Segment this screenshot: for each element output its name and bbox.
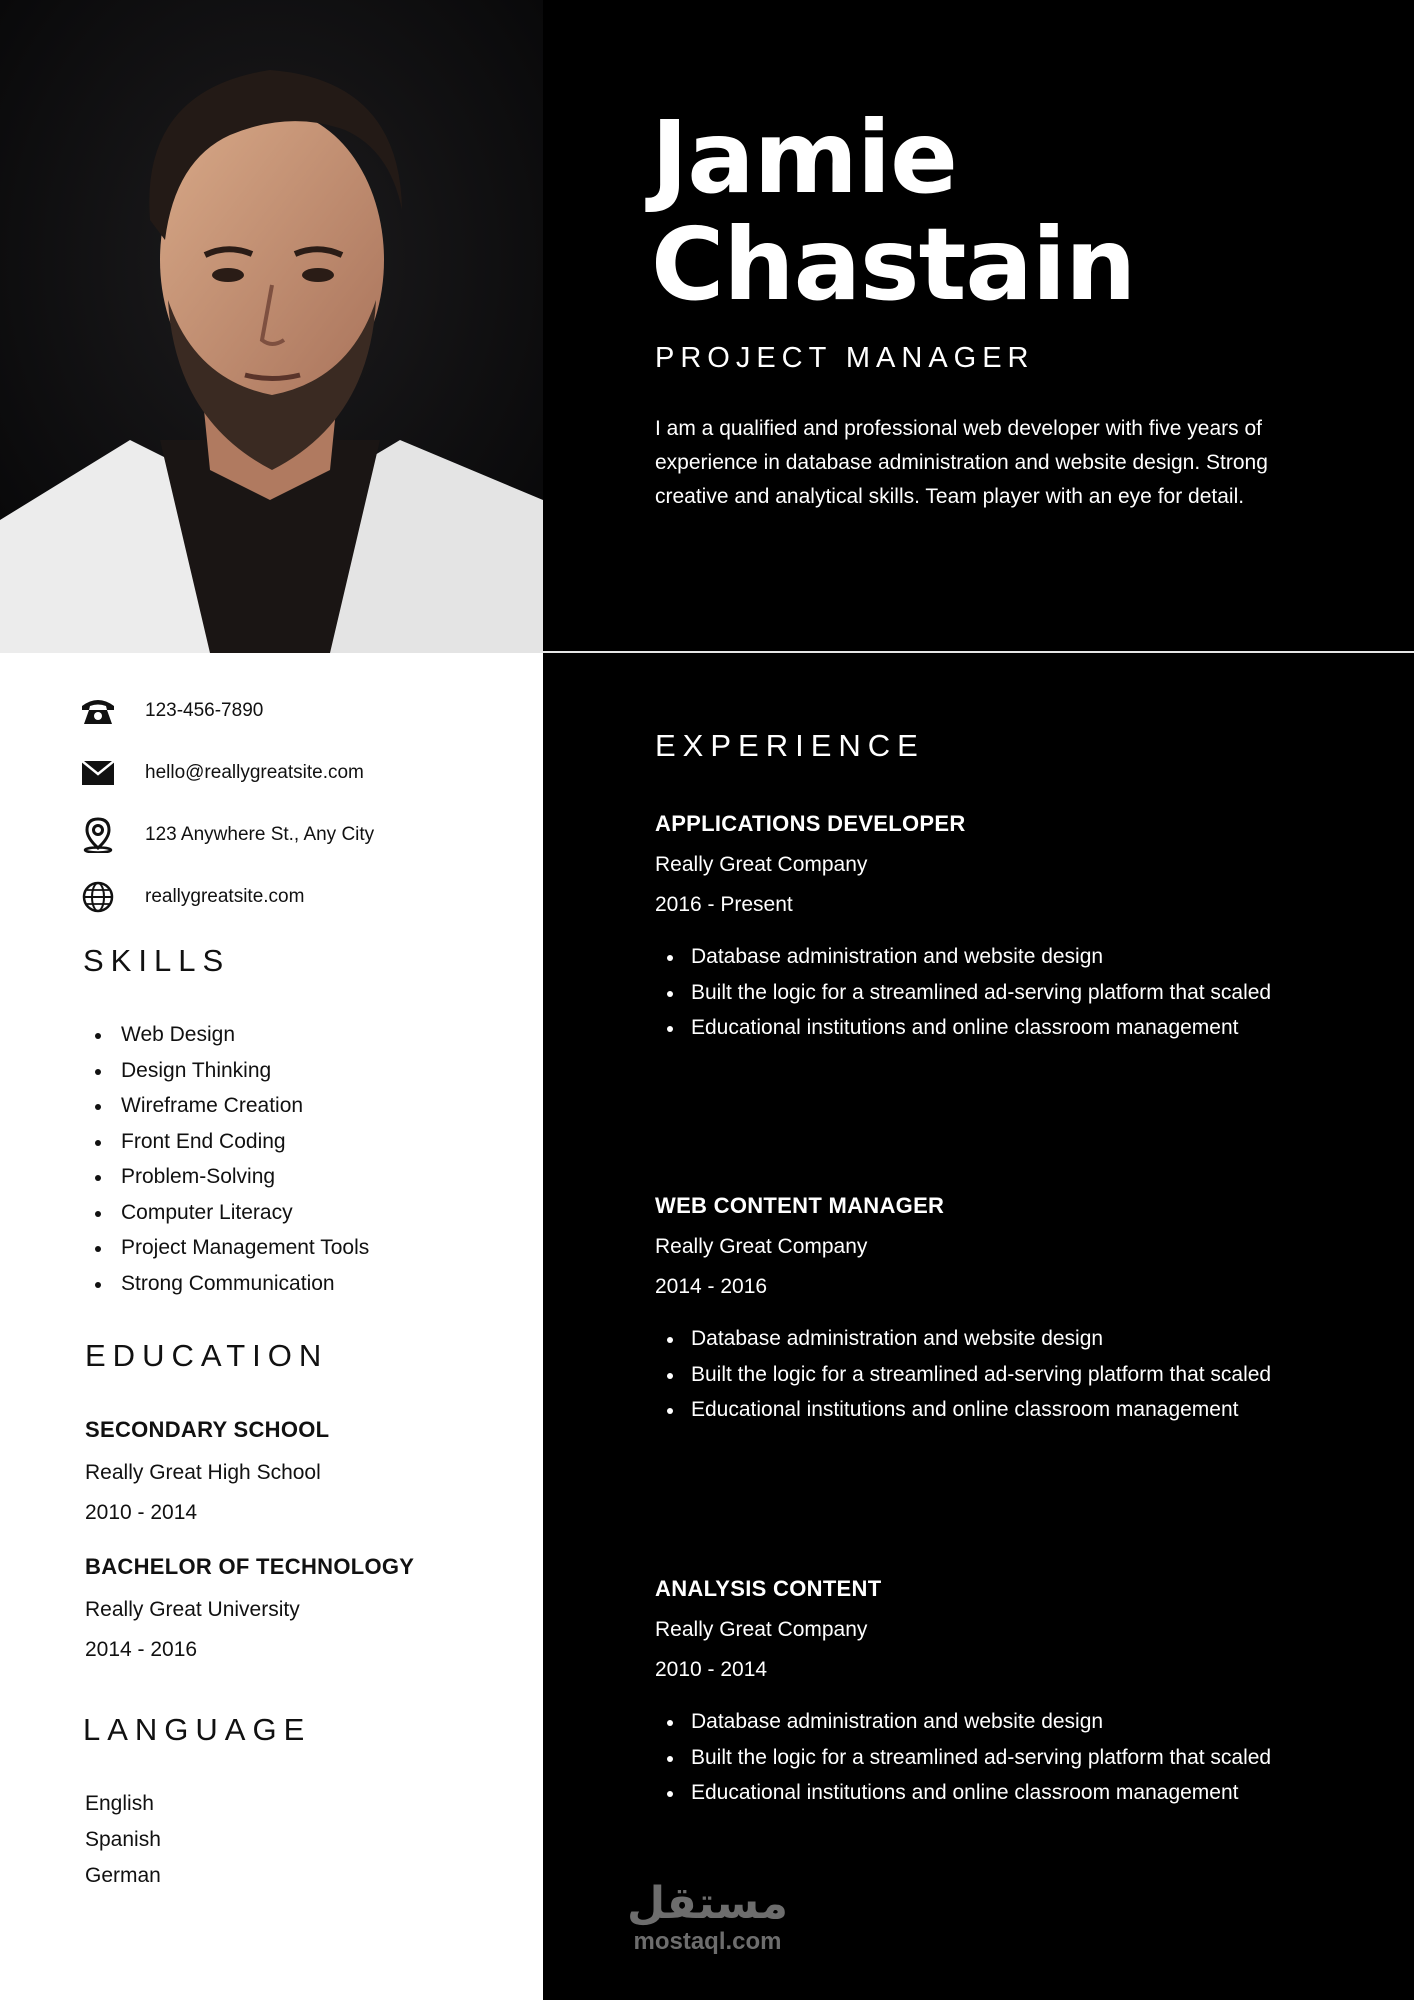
job-role: WEB CONTENT MANAGER [655,1193,945,1218]
job-role: APPLICATIONS DEVELOPER [655,811,966,836]
job-bullet: Built the logic for a streamlined ad-serving platform that scaled [655,1357,1295,1393]
job-bullets [655,939,1295,1046]
school: Really Great University [85,1598,300,1621]
contact-website [80,866,520,928]
school: Really Great High School [85,1461,321,1484]
degree: SECONDARY SCHOOL [85,1417,330,1442]
degree: BACHELOR OF TECHNOLOGY [85,1554,415,1579]
location-pin-icon [80,817,116,853]
phone-number[interactable]: 123-456-7890 [145,700,264,721]
skill-item: Front End Coding [95,1124,369,1160]
company: Really Great Company [655,1618,868,1641]
job-bullet: Database administration and website design [655,1704,1295,1740]
skill-item: Project Management Tools [95,1230,369,1266]
profile-photo [0,0,543,653]
contact-list [80,680,520,928]
first-name: Jamie [651,99,957,216]
skills-heading: SKILLS [83,943,231,978]
education-entry [85,1417,525,1525]
job-bullet: Educational institutions and online classroom management [655,1392,1295,1428]
language-heading: LANGUAGE [83,1712,312,1747]
job-bullet: Database administration and website design [655,1321,1295,1357]
website-url[interactable]: reallygreatsite.com [145,886,305,907]
education-entry [85,1554,525,1662]
experience-entry [655,1576,1295,1811]
header-divider [543,651,1414,653]
job-dates: 2016 - Present [655,893,793,916]
contact-email [80,742,520,804]
envelope-icon [80,755,116,791]
email-address[interactable]: hello@reallygreatsite.com [145,762,364,783]
language-item: Spanish [85,1828,161,1851]
education-years: 2010 - 2014 [85,1501,198,1524]
skill-item: Problem-Solving [95,1159,369,1195]
job-title: PROJECT MANAGER [655,342,1035,374]
language-list [85,1786,161,1894]
skill-item: Design Thinking [95,1053,369,1089]
job-role: ANALYSIS CONTENT [655,1576,882,1601]
skills-list [95,1017,369,1301]
job-bullets [655,1704,1295,1811]
phone-icon [80,693,116,729]
education-heading: EDUCATION [85,1338,329,1373]
contact-address [80,804,520,866]
skill-item: Web Design [95,1017,369,1053]
job-dates: 2014 - 2016 [655,1275,768,1298]
company: Really Great Company [655,853,868,876]
education-years: 2014 - 2016 [85,1638,198,1661]
language-item: German [85,1864,161,1887]
watermark-arabic: مستقل [627,1878,788,1929]
job-bullet: Educational institutions and online classroom management [655,1775,1295,1811]
skill-item: Strong Communication [95,1266,369,1302]
experience-heading: EXPERIENCE [655,728,925,763]
street-address: 123 Anywhere St., Any City [145,824,375,845]
candidate-name [651,99,1136,323]
job-bullet: Built the logic for a streamlined ad-serving platform that scaled [655,1740,1295,1776]
skill-item: Computer Literacy [95,1195,369,1231]
language-item: English [85,1792,154,1815]
watermark-latin: mostaql.com [633,1928,782,1955]
job-bullet: Database administration and website design [655,939,1295,975]
experience-entry [655,811,1295,1046]
job-bullet: Built the logic for a streamlined ad-serving platform that scaled [655,975,1295,1011]
mostaql-watermark [620,1880,795,1956]
job-bullet: Educational institutions and online classroom management [655,1010,1295,1046]
job-bullets [655,1321,1295,1428]
company: Really Great Company [655,1235,868,1258]
contact-phone [80,680,520,742]
globe-icon [80,879,116,915]
experience-entry [655,1193,1295,1428]
last-name: Chastain [651,206,1136,323]
skill-item: Wireframe Creation [95,1088,369,1124]
profile-summary: I am a qualified and professional web developer with five years of experience in database administration and website design. Strong creative and analytical skills. Team player with an eye for detail. [655,417,1268,508]
job-dates: 2010 - 2014 [655,1658,768,1681]
